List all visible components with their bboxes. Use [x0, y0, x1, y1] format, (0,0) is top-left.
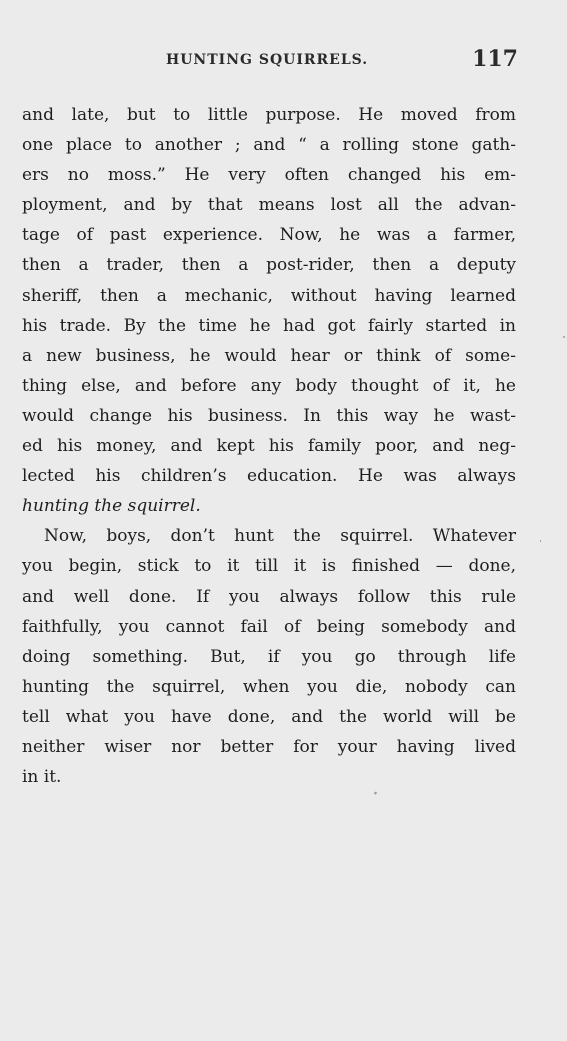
text-line: a new business, he would hear or think of some-: [22, 345, 516, 366]
paper-speck: [374, 791, 378, 794]
text-line: tell what you have done, and the world will be: [22, 706, 516, 727]
text-line: in it.: [22, 767, 62, 788]
text-line: neither wiser nor better for your having lived: [22, 736, 516, 757]
text-line: Now, boys, don’t hunt the squirrel. Whatever: [44, 526, 516, 547]
text-line: tage of past experience. Now, he was a farmer,: [22, 225, 516, 246]
body-text: [22, 100, 516, 792]
text-line: lected his children’s education. He was always: [22, 466, 516, 487]
text-line: thing else, and before any body thought of it, he: [22, 375, 516, 396]
text-line: one place to another ; and “ a rolling stone gath-: [22, 135, 516, 156]
paper-speck: [540, 540, 541, 542]
page-number: 117: [472, 46, 518, 72]
text-line: faithfully, you cannot fail of being somebody and: [22, 616, 516, 637]
running-head: [22, 46, 518, 76]
text-line: and well done. If you always follow this rule: [22, 586, 516, 607]
text-line: hunting the squirrel, when you die, nobody can: [22, 676, 516, 697]
text-line: ed his money, and kept his family poor, and neg-: [22, 436, 516, 457]
text-line: doing something. But, if you go through life: [22, 646, 516, 667]
paper-speck: [563, 336, 565, 338]
text-line: his trade. By the time he had got fairly started in: [22, 315, 516, 336]
text-line: would change his business. In this way he wast-: [22, 405, 516, 426]
text-line: sheriff, then a mechanic, without having learned: [22, 285, 516, 306]
text-line: and late, but to little purpose. He moved from: [22, 105, 516, 125]
text-line: ployment, and by that means lost all the advan-: [22, 195, 516, 216]
text-line: ers no moss.” He very often changed his em-: [22, 165, 516, 186]
text-line-italic: hunting the squirrel.: [22, 496, 201, 517]
running-head-title: HUNTING SQUIRRELS.: [166, 52, 369, 68]
text-line: you begin, stick to it till it is finished — done,: [22, 556, 516, 577]
text-line: then a trader, then a post-rider, then a deputy: [22, 255, 516, 276]
